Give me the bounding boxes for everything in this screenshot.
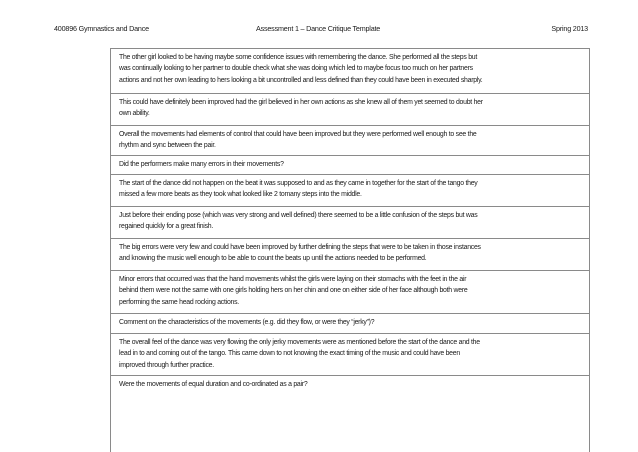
table-row bbox=[111, 313, 589, 328]
row-text-line: performing the same head rocking actions. bbox=[119, 298, 239, 306]
table-row bbox=[111, 375, 589, 390]
table-row bbox=[111, 48, 589, 86]
row-text-line: The other girl looked to be having maybe some confidence issues with remembering the dance. She performed all the steps but bbox=[119, 54, 478, 61]
table-row bbox=[111, 206, 589, 233]
semester-label: Spring 2013 bbox=[551, 24, 588, 33]
page-header bbox=[54, 24, 588, 36]
row-text-line: rhythm and sync between the pair. bbox=[119, 142, 216, 150]
course-code: 400896 Gymnastics and Dance bbox=[54, 24, 149, 33]
row-text-line: Minor errors that occurred was that the hand movements whilst the girls were laying on their stomachs with the feet in the air bbox=[119, 276, 467, 283]
table-row bbox=[111, 238, 589, 265]
row-text-line: Were the movements of equal duration and co-ordinated as a pair? bbox=[119, 381, 308, 388]
row-text-line: This could have definitely been improved had the girl believed in her own actions as she knew all of them yet seemed to doubt her bbox=[119, 99, 483, 106]
document-title: Assessment 1 – Dance Critique Template bbox=[256, 24, 381, 33]
row-text-line: missed a few more beats as they took what looked like 2 tomany steps into the middle. bbox=[119, 191, 362, 199]
row-text-line: behind them were not the same with one girls holding hers on her chin and one on either side of her face although both were bbox=[119, 287, 468, 295]
row-text-line: lead in to and coming out of the tango. This came down to not knowing the exact timing of the music and could have been bbox=[119, 350, 460, 358]
table-row bbox=[111, 125, 589, 152]
row-text-line: Overall the movements had elements of control that could have been improved but they were performed well enough to see the bbox=[119, 131, 477, 138]
row-text-line: Just before their ending pose (which was very strong and well defined) there seemed to be a little confusion of the steps but was bbox=[119, 212, 478, 219]
table-row bbox=[111, 333, 589, 371]
row-text-line: The overall feel of the dance was very flowing the only jerky movements were as mentioned before the start of the dance and the bbox=[119, 339, 480, 346]
row-text-line: Comment on the characteristics of the movements (e.g. did they flow, or were they “jerky”)? bbox=[119, 319, 375, 326]
row-text-line: The start of the dance did not happen on the beat it was supposed to and as they came in together for the start of the tango they bbox=[119, 180, 478, 187]
table-row bbox=[111, 270, 589, 308]
row-text-line: own ability. bbox=[119, 110, 150, 118]
row-text-line: improved through further practice. bbox=[119, 361, 214, 369]
table-row bbox=[111, 93, 589, 120]
table-row bbox=[111, 174, 589, 201]
row-text-line: actions and not her own leading to hers looking a bit uncontrolled and less defined than they could have been in executed sharply. bbox=[119, 76, 483, 84]
row-text-line: The big errors were very few and could have been improved by further defining the steps that were to be taken in those instances bbox=[119, 244, 481, 251]
row-text-line: and knowing the music well enough to be able to count the beats up until the actions needed to be performed. bbox=[119, 255, 427, 263]
table-row bbox=[111, 155, 589, 170]
row-text-line: was continually looking to her partner to double check what she was doing which led to maybe focus too much on her partners bbox=[119, 65, 473, 73]
row-text-line: Did the performers make many errors in their movements? bbox=[119, 161, 284, 168]
critique-table bbox=[110, 48, 590, 452]
row-text-line: regained quickly for a great finish. bbox=[119, 223, 214, 231]
